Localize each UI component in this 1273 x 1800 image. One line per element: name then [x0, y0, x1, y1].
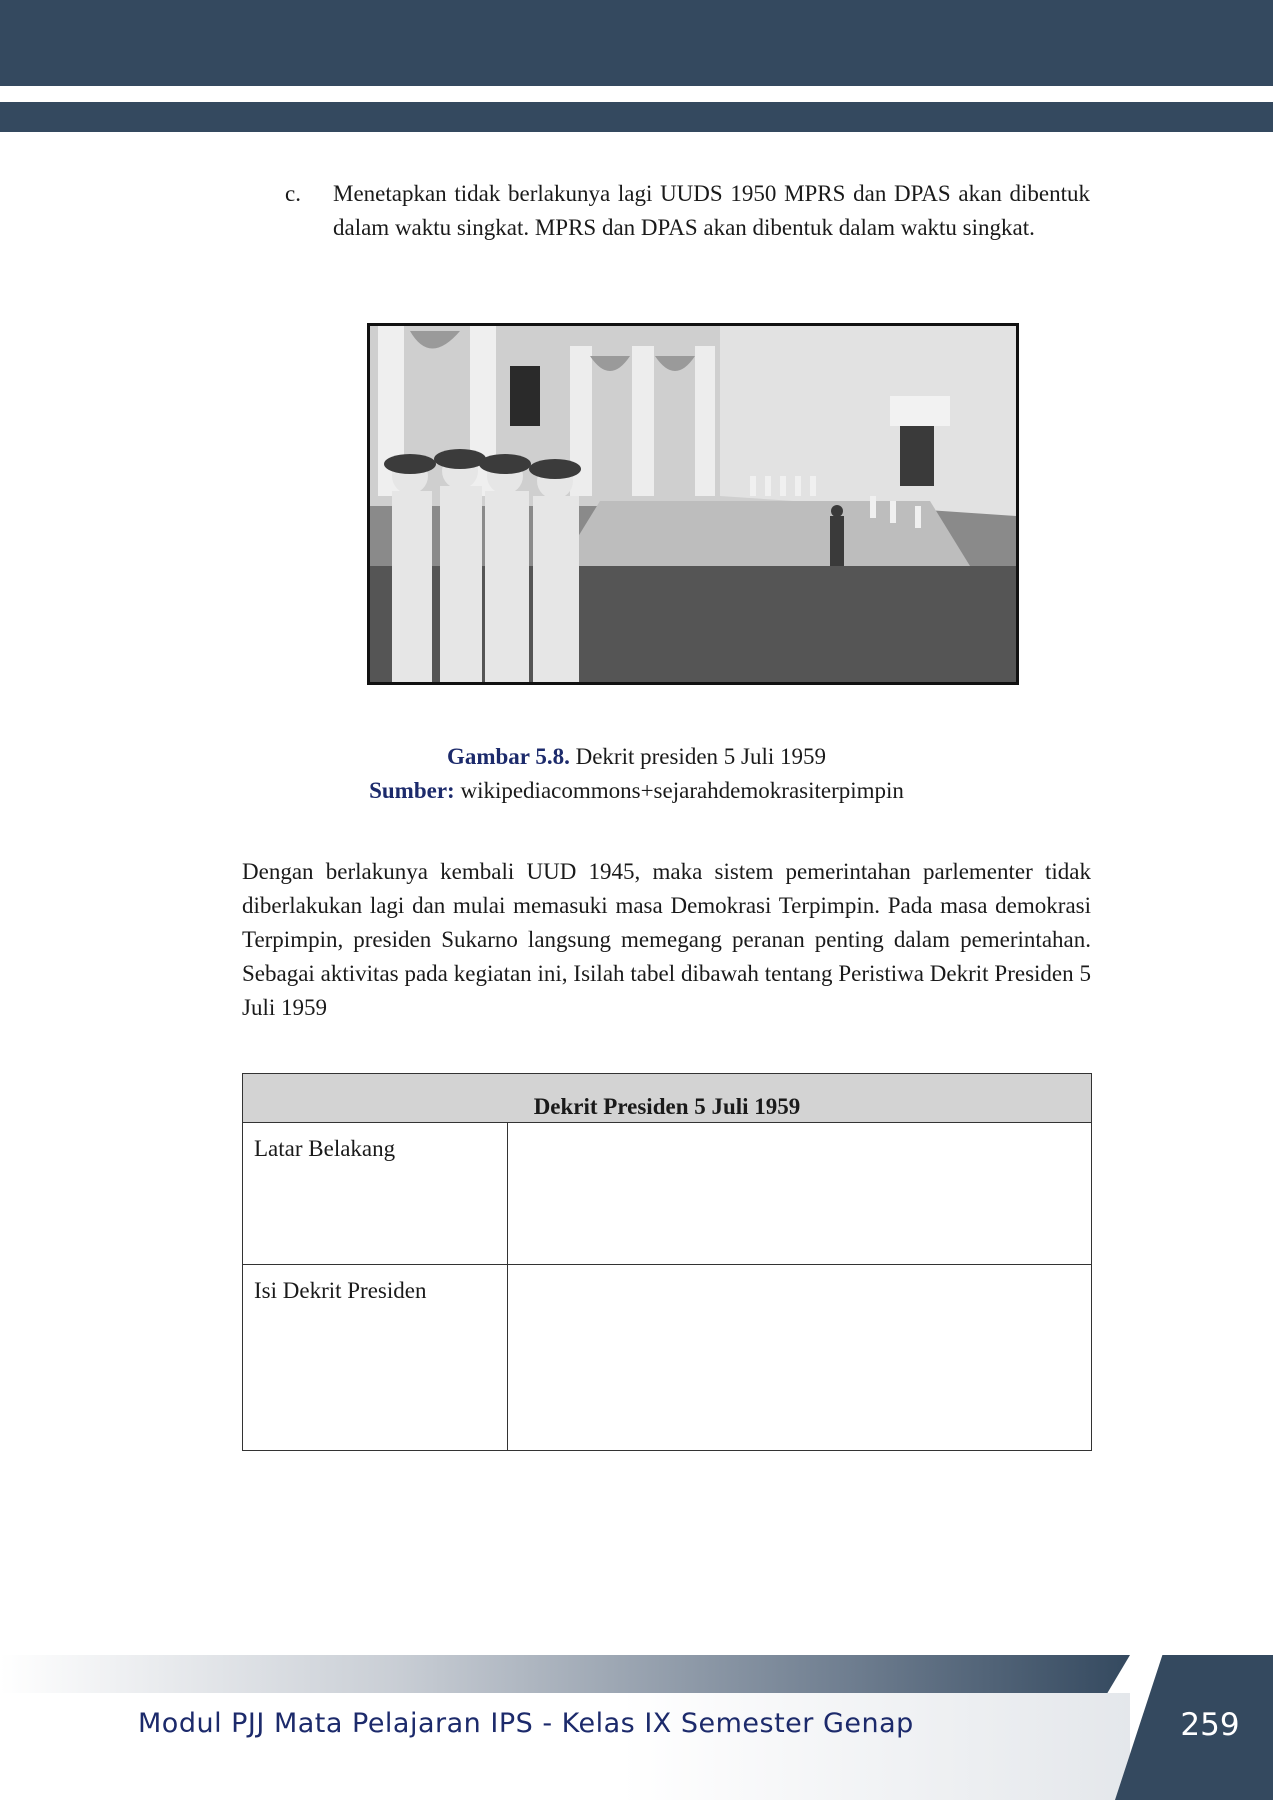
page-number: 259	[1180, 1707, 1240, 1743]
footer-title: Modul PJJ Mata Pelajaran IPS - Kelas IX Semester Genap	[138, 1708, 914, 1739]
list-marker: c.	[285, 181, 301, 206]
activity-table	[242, 1073, 1092, 1451]
figure-title: Dekrit presiden 5 Juli 1959	[575, 744, 827, 769]
figure-caption	[0, 744, 1273, 770]
answer-cell-isi-dekrit[interactable]	[508, 1265, 1092, 1451]
list-item-c	[285, 177, 1090, 245]
table-row	[243, 1265, 1092, 1451]
photo-illustration	[370, 326, 1016, 682]
source-label: Sumber:	[369, 778, 455, 803]
table-header: Dekrit Presiden 5 Juli 1959	[243, 1074, 1092, 1123]
figure-source	[0, 778, 1273, 804]
table-row	[243, 1123, 1092, 1265]
body-paragraph: Dengan berlakunya kembali UUD 1945, maka sistem pemerintahan parlementer tidak diberlakukan lagi dan mulai memasuki masa Demokrasi Terpimpin. Pada masa demokrasi Terpimpin, presiden Sukarno langsung memegang peranan penting dalam pemerintahan. Sebagai aktivitas pada kegiatan ini, Isilah tabel dibawah tentang Peristiwa Dekrit Presiden 5 Juli 1959	[242, 859, 1091, 1020]
figure-label: Gambar 5.8.	[446, 744, 570, 769]
answer-cell-latar-belakang[interactable]	[508, 1123, 1092, 1265]
header-band-secondary	[0, 102, 1273, 132]
row-label-latar-belakang: Latar Belakang	[243, 1123, 508, 1265]
historical-photo	[367, 323, 1019, 685]
footer-band	[0, 1655, 1130, 1693]
list-item-text: Menetapkan tidak berlakunya lagi UUDS 1950 MPRS dan DPAS akan dibentuk dalam waktu singkat. MPRS dan DPAS akan dibentuk dalam waktu singkat.	[333, 181, 1090, 240]
row-label-isi-dekrit: Isi Dekrit Presiden	[243, 1265, 508, 1451]
header-band	[0, 0, 1273, 86]
source-text: wikipediacommons+sejarahdemokrasiterpimpin	[460, 778, 904, 803]
